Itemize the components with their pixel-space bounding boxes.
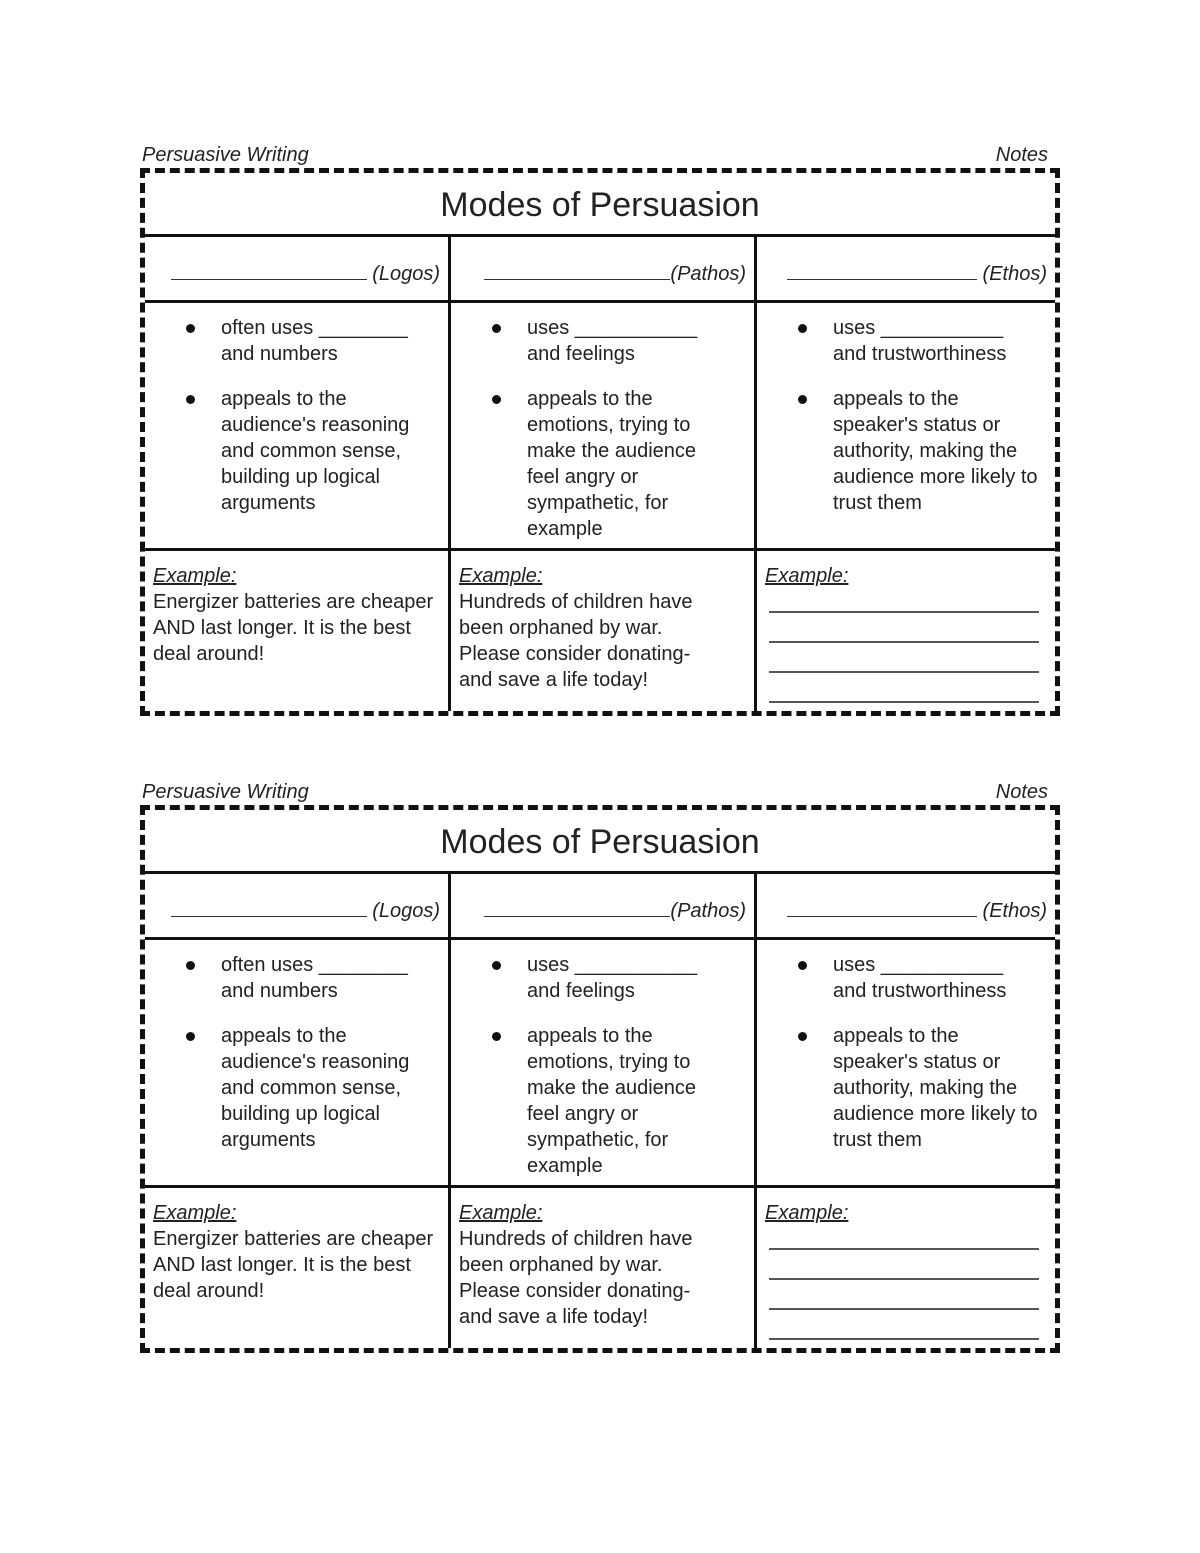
fill-in-blank[interactable] bbox=[484, 898, 670, 917]
definition-list bbox=[757, 315, 1045, 516]
modes-grid bbox=[145, 237, 1055, 711]
term-cell-logos bbox=[145, 237, 451, 303]
example-cell-logos bbox=[145, 551, 451, 711]
example-label: Example: bbox=[765, 565, 849, 587]
definition-list bbox=[757, 952, 1045, 1153]
header-notes-label: Notes bbox=[995, 144, 1048, 166]
definition-cell-ethos bbox=[757, 303, 1055, 551]
example-text: Energizer batteries are cheaper AND last longer. It is the best deal around! bbox=[153, 591, 434, 665]
list-item: appeals to the emotions, trying to make the audience feel angry or sympathetic, for example bbox=[527, 1023, 744, 1179]
definition-list bbox=[145, 315, 438, 516]
list-item: uses ___________ and feelings bbox=[527, 315, 744, 367]
fill-in-blank[interactable] bbox=[171, 898, 367, 917]
bullet-icon bbox=[186, 395, 195, 404]
fill-in-blank[interactable] bbox=[484, 261, 670, 280]
definition-list bbox=[451, 315, 744, 542]
card-header bbox=[140, 142, 1060, 168]
write-in-line[interactable] bbox=[769, 673, 1039, 703]
example-text: Energizer batteries are cheaper AND last longer. It is the best deal around! bbox=[153, 1228, 434, 1302]
header-subject: Persuasive Writing bbox=[142, 144, 309, 166]
bullet-icon bbox=[492, 324, 501, 333]
term-label: (Logos) bbox=[372, 263, 440, 285]
example-label: Example: bbox=[459, 1202, 543, 1224]
example-label: Example: bbox=[153, 1202, 237, 1224]
definition-cell-pathos bbox=[451, 303, 757, 551]
list-item: appeals to the speaker's status or authority, making the audience more likely to trust them bbox=[833, 1023, 1045, 1153]
term-label: (Ethos) bbox=[982, 900, 1047, 922]
list-item: appeals to the audience's reasoning and common sense, building up logical arguments bbox=[221, 386, 438, 516]
notes-card-2 bbox=[140, 779, 1060, 1353]
term-cell-ethos bbox=[757, 237, 1055, 303]
list-item: uses ___________ and trustworthiness bbox=[833, 952, 1045, 1004]
definition-list bbox=[145, 952, 438, 1153]
example-cell-logos bbox=[145, 1188, 451, 1348]
write-in-line[interactable] bbox=[769, 643, 1039, 673]
list-item: uses ___________ and trustworthiness bbox=[833, 315, 1045, 367]
card-header bbox=[140, 779, 1060, 805]
definition-cell-ethos bbox=[757, 940, 1055, 1188]
write-in-line[interactable] bbox=[769, 589, 1039, 613]
fill-in-blank[interactable] bbox=[787, 261, 977, 280]
bullet-icon bbox=[492, 961, 501, 970]
write-in-line[interactable] bbox=[769, 1226, 1039, 1250]
notes-card-1 bbox=[140, 142, 1060, 716]
definition-cell-logos bbox=[145, 940, 451, 1188]
write-in-line[interactable] bbox=[769, 1280, 1039, 1310]
list-item: often uses ________ and numbers bbox=[221, 315, 438, 367]
dashed-frame bbox=[140, 805, 1060, 1353]
term-cell-pathos bbox=[451, 874, 757, 940]
term-cell-ethos bbox=[757, 874, 1055, 940]
term-label: (Pathos) bbox=[670, 900, 746, 922]
bullet-icon bbox=[798, 961, 807, 970]
modes-grid bbox=[145, 874, 1055, 1348]
bullet-icon bbox=[186, 1032, 195, 1041]
bullet-icon bbox=[186, 961, 195, 970]
card-title: Modes of Persuasion bbox=[145, 810, 1055, 874]
fill-in-blank[interactable] bbox=[787, 898, 977, 917]
bullet-icon bbox=[492, 395, 501, 404]
list-item: appeals to the speaker's status or authority, making the audience more likely to trust them bbox=[833, 386, 1045, 516]
example-label: Example: bbox=[459, 565, 543, 587]
list-item: appeals to the audience's reasoning and common sense, building up logical arguments bbox=[221, 1023, 438, 1153]
term-label: (Ethos) bbox=[982, 263, 1047, 285]
example-cell-ethos bbox=[757, 551, 1055, 711]
example-label: Example: bbox=[153, 565, 237, 587]
term-cell-pathos bbox=[451, 237, 757, 303]
dashed-frame bbox=[140, 168, 1060, 716]
card-title: Modes of Persuasion bbox=[145, 173, 1055, 237]
example-text: Hundreds of children have been orphaned by war. Please consider donating- and save a life today! bbox=[459, 591, 693, 691]
fill-in-blank[interactable] bbox=[171, 261, 367, 280]
example-text: Hundreds of children have been orphaned by war. Please consider donating- and save a life today! bbox=[459, 1228, 693, 1328]
definition-cell-pathos bbox=[451, 940, 757, 1188]
bullet-icon bbox=[798, 1032, 807, 1041]
list-item: often uses ________ and numbers bbox=[221, 952, 438, 1004]
list-item: appeals to the emotions, trying to make the audience feel angry or sympathetic, for example bbox=[527, 386, 744, 542]
example-cell-pathos bbox=[451, 1188, 757, 1348]
definition-list bbox=[451, 952, 744, 1179]
term-label: (Logos) bbox=[372, 900, 440, 922]
term-cell-logos bbox=[145, 874, 451, 940]
example-cell-ethos bbox=[757, 1188, 1055, 1348]
write-in-line[interactable] bbox=[769, 1310, 1039, 1340]
bullet-icon bbox=[798, 395, 807, 404]
bullet-icon bbox=[798, 324, 807, 333]
bullet-icon bbox=[492, 1032, 501, 1041]
term-label: (Pathos) bbox=[670, 263, 746, 285]
bullet-icon bbox=[186, 324, 195, 333]
list-item: uses ___________ and feelings bbox=[527, 952, 744, 1004]
header-notes-label: Notes bbox=[995, 781, 1048, 803]
write-in-line[interactable] bbox=[769, 613, 1039, 643]
header-subject: Persuasive Writing bbox=[142, 781, 309, 803]
definition-cell-logos bbox=[145, 303, 451, 551]
example-cell-pathos bbox=[451, 551, 757, 711]
example-label: Example: bbox=[765, 1202, 849, 1224]
write-in-line[interactable] bbox=[769, 1250, 1039, 1280]
